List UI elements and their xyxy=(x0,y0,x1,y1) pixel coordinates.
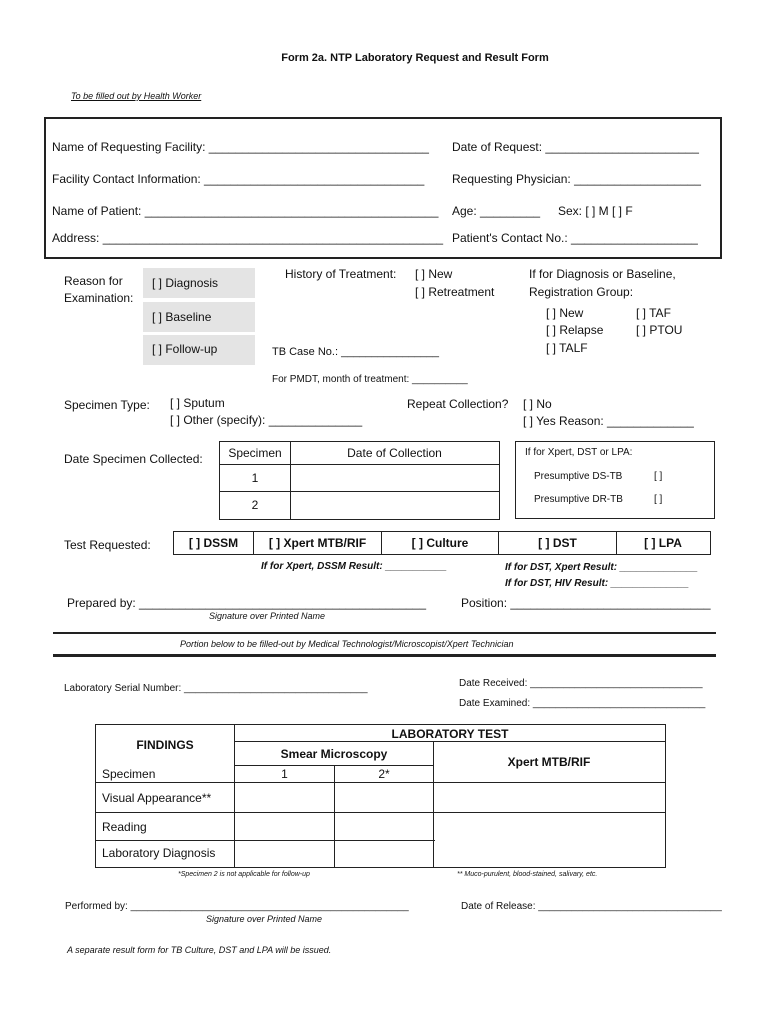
test-lpa-checkbox[interactable]: [ ] LPA xyxy=(644,536,682,550)
reading-label: Reading xyxy=(102,820,147,834)
findings-header: FINDINGS xyxy=(136,738,194,752)
pmdt-field[interactable]: For PMDT, month of treatment: __________ xyxy=(272,374,468,385)
collection-row-1: 1 xyxy=(251,471,259,485)
performed-signature-caption: Signature over Printed Name xyxy=(206,914,323,924)
smear-header: Smear Microscopy xyxy=(280,747,388,761)
reason-label: Reason for xyxy=(64,274,123,288)
form-subtitle: To be filled out by Health Worker xyxy=(71,91,202,101)
presumptive-ds-checkbox[interactable]: [ ] xyxy=(654,471,663,482)
separator-top xyxy=(53,632,716,634)
reg-new-checkbox[interactable]: [ ] New xyxy=(546,306,584,320)
results-row-divider xyxy=(234,765,434,766)
presumptive-dr-checkbox[interactable]: [ ] xyxy=(654,494,663,505)
age-field[interactable]: Age: _________ xyxy=(452,204,541,218)
lab-serial-field[interactable]: Laboratory Serial Number: _________________________________ xyxy=(64,683,368,694)
presumptive-dr-label: Presumptive DR-TB xyxy=(534,494,623,505)
test-requested-label: Test Requested: xyxy=(64,538,151,552)
history-retreatment-checkbox[interactable]: [ ] Retreatment xyxy=(415,285,495,299)
presumptive-ds-label: Presumptive DS-TB xyxy=(534,471,623,482)
prepared-by-field[interactable]: Prepared by: ___________________________________________ xyxy=(67,596,427,610)
performed-by-field[interactable]: Performed by: __________________________________________________ xyxy=(65,901,409,912)
specimen-type-label: Specimen Type: xyxy=(64,398,150,412)
dst-hiv-result-field[interactable]: If for DST, HIV Result: ______________ xyxy=(505,578,689,589)
repeat-yes-field[interactable]: [ ] Yes Reason: _____________ xyxy=(523,414,694,428)
collection-row-2: 2 xyxy=(251,498,259,512)
date-release-field[interactable]: Date of Release: _________________________________ xyxy=(461,901,722,912)
xpert-dst-label: If for Xpert, DST or LPA: xyxy=(525,447,633,458)
reg-ptou-checkbox[interactable]: [ ] PTOU xyxy=(636,323,683,337)
lab-test-header: LABORATORY TEST xyxy=(391,727,509,741)
results-col-divider xyxy=(234,724,235,867)
reg-relapse-checkbox[interactable]: [ ] Relapse xyxy=(546,323,604,337)
separator-bottom xyxy=(53,654,716,657)
reason-label-2: Examination: xyxy=(64,291,134,305)
results-row-divider xyxy=(95,812,665,813)
patient-field[interactable]: Name of Patient: ____________________________________________ xyxy=(52,204,439,218)
other-specimen-field[interactable]: [ ] Other (specify): ______________ xyxy=(170,413,363,427)
facility-field[interactable]: Name of Requesting Facility: _________________________________ xyxy=(52,140,429,154)
history-label: History of Treatment: xyxy=(285,267,397,281)
test-dst-checkbox[interactable]: [ ] DST xyxy=(538,536,577,550)
diagnosis-checkbox[interactable]: [ ] Diagnosis xyxy=(152,276,219,290)
results-row-divider xyxy=(95,782,665,783)
collection-row-divider xyxy=(219,491,499,492)
date-received-field[interactable]: Date Received: _______________________________ xyxy=(459,678,703,689)
xpert-dssm-result-field[interactable]: If for Xpert, DSSM Result: ___________ xyxy=(261,561,447,572)
dst-xpert-result-field[interactable]: If for DST, Xpert Result: ______________ xyxy=(505,562,698,573)
test-culture-checkbox[interactable]: [ ] Culture xyxy=(411,536,469,550)
tb-case-field[interactable]: TB Case No.: ________________ xyxy=(272,346,439,358)
smear-specimen-1: 1 xyxy=(281,767,288,781)
collection-header-date: Date of Collection xyxy=(347,446,442,460)
baseline-checkbox[interactable]: [ ] Baseline xyxy=(152,310,212,324)
position-field[interactable]: Position: ______________________________ xyxy=(461,596,711,610)
reg-taf-checkbox[interactable]: [ ] TAF xyxy=(636,306,671,320)
address-field[interactable]: Address: ___________________________________________________ xyxy=(52,231,444,245)
visual-appearance-label: Visual Appearance** xyxy=(102,791,212,805)
registration-label: If for Diagnosis or Baseline, xyxy=(529,267,676,281)
results-row-divider xyxy=(95,840,435,841)
repeat-label: Repeat Collection? xyxy=(407,397,509,411)
form-title: Form 2a. NTP Laboratory Request and Result Form xyxy=(281,52,549,64)
lab-diagnosis-label: Laboratory Diagnosis xyxy=(102,846,216,860)
physician-field[interactable]: Requesting Physician: ___________________ xyxy=(452,172,701,186)
results-row-divider xyxy=(234,741,665,742)
specimen-row-label: Specimen xyxy=(102,767,156,781)
contact-field[interactable]: Facility Contact Information: _________________________________ xyxy=(52,172,425,186)
test-xpert-checkbox[interactable]: [ ] Xpert MTB/RIF xyxy=(268,536,367,550)
sex-field[interactable]: Sex: [ ] M [ ] F xyxy=(558,204,633,218)
collection-header-specimen: Specimen xyxy=(228,446,282,460)
portion-note: Portion below to be filled-out by Medical Technologist/Microscopist/Xpert Technician xyxy=(180,639,514,649)
test-dssm-checkbox[interactable]: [ ] DSSM xyxy=(188,536,239,550)
date-collected-label: Date Specimen Collected: xyxy=(64,452,203,466)
followup-checkbox[interactable]: [ ] Follow-up xyxy=(152,342,218,356)
smear-specimen-2: 2* xyxy=(378,767,390,781)
patient-contact-field[interactable]: Patient's Contact No.: ___________________ xyxy=(452,231,698,245)
registration-label-2: Registration Group: xyxy=(529,285,634,299)
specimen-footnote: *Specimen 2 is not applicable for follow-up xyxy=(178,871,310,878)
sputum-checkbox[interactable]: [ ] Sputum xyxy=(170,396,225,410)
history-new-checkbox[interactable]: [ ] New xyxy=(415,267,453,281)
date-request-field[interactable]: Date of Request: _______________________ xyxy=(452,140,699,154)
reg-talf-checkbox[interactable]: [ ] TALF xyxy=(546,341,588,355)
appearance-footnote: ** Muco-purulent, blood-stained, salivary, etc. xyxy=(457,871,598,878)
date-examined-field[interactable]: Date Examined: _______________________________ xyxy=(459,698,706,709)
prepared-signature-caption: Signature over Printed Name xyxy=(209,611,326,621)
xpert-header: Xpert MTB/RIF xyxy=(507,755,591,769)
footer-note: A separate result form for TB Culture, DST and LPA will be issued. xyxy=(67,945,332,955)
repeat-no-checkbox[interactable]: [ ] No xyxy=(523,397,552,411)
collection-row-divider xyxy=(219,464,499,465)
